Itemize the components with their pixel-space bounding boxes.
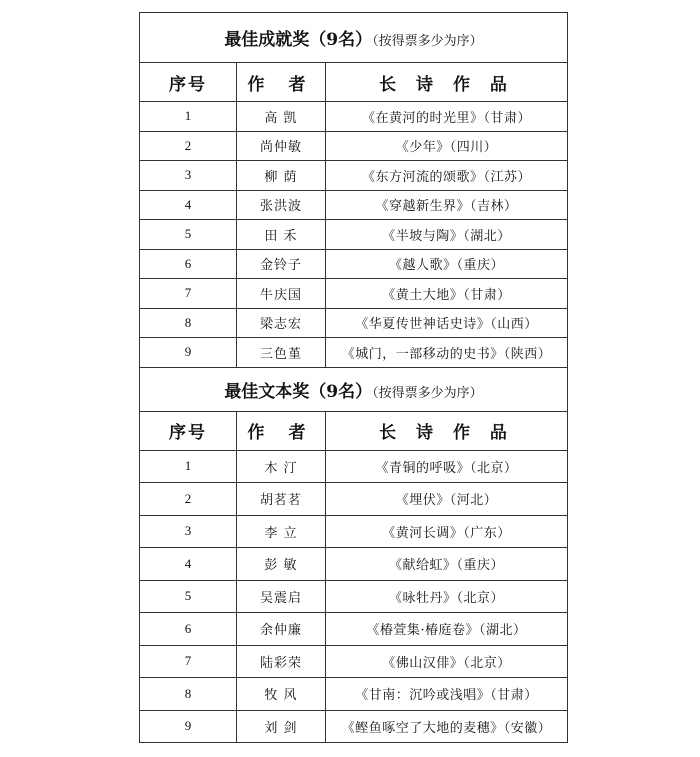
row-num: 1 [140,102,237,132]
row-author: 三色堇 [237,338,326,368]
section-title-note: （按得票多少为序） [372,34,483,49]
section-title-main: 最佳文本奖（9名） [224,381,373,402]
table-row [140,249,568,279]
row-author: 余仲廉 [237,613,326,646]
section-title [140,13,568,63]
section-title-note: （按得票多少为序） [372,385,483,401]
row-author: 牧 风 [237,678,326,711]
row-author: 陆彩荣 [237,645,326,678]
table-row [140,515,568,548]
row-author: 金铃子 [237,249,326,279]
row-work: 《黄河长调》（广东） [326,515,568,548]
header-row [140,63,568,102]
award-table-body [140,13,568,743]
table-row [140,678,568,711]
row-num: 4 [140,190,237,220]
row-work: 《鲣鱼啄空了大地的麦穗》（安徽） [326,710,568,743]
table-row [140,645,568,678]
header-author: 作 者 [237,63,326,102]
row-author: 张洪波 [237,190,326,220]
section-title [140,367,568,411]
row-author: 田 禾 [237,220,326,250]
row-author: 李 立 [237,515,326,548]
header-row [140,411,568,450]
section-title-row [140,367,568,411]
row-work: 《半坡与陶》（湖北） [326,220,568,250]
row-num: 3 [140,161,237,191]
table-row [140,102,568,132]
table-row [140,710,568,743]
row-num: 9 [140,338,237,368]
row-num: 7 [140,279,237,309]
row-author: 尚仲敏 [237,131,326,161]
table-row [140,483,568,516]
row-work: 《献给虹》（重庆） [326,548,568,581]
row-work: 《青铜的呼吸》（北京） [326,450,568,483]
row-num: 6 [140,249,237,279]
row-author: 木 汀 [237,450,326,483]
row-work: 《穿越新生界》（吉林） [326,190,568,220]
row-num: 2 [140,483,237,516]
row-work: 《城门，一部移动的史书》（陕西） [326,338,568,368]
row-work: 《越人歌》（重庆） [326,249,568,279]
table-row [140,220,568,250]
award-table [139,12,568,743]
table-row [140,450,568,483]
row-num: 8 [140,678,237,711]
row-num: 3 [140,515,237,548]
row-work: 《在黄河的时光里》（甘肃） [326,102,568,132]
header-work: 长 诗 作 品 [326,411,568,450]
row-num: 4 [140,548,237,581]
row-num: 6 [140,613,237,646]
row-work: 《少年》（四川） [326,131,568,161]
row-num: 5 [140,580,237,613]
row-num: 1 [140,450,237,483]
header-author: 作 者 [237,411,326,450]
table-row [140,580,568,613]
table-row [140,338,568,368]
table-row [140,613,568,646]
section-title-main: 最佳成就奖（9名） [224,30,373,50]
row-work: 《佛山汉俳》（北京） [326,645,568,678]
row-author: 梁志宏 [237,308,326,338]
table-row [140,161,568,191]
header-num: 序号 [140,63,237,102]
row-author: 吴震启 [237,580,326,613]
row-author: 彭 敏 [237,548,326,581]
table-row [140,131,568,161]
section-title-row [140,13,568,63]
table-row [140,190,568,220]
row-num: 2 [140,131,237,161]
row-num: 8 [140,308,237,338]
row-num: 7 [140,645,237,678]
header-work: 长 诗 作 品 [326,63,568,102]
row-work: 《椿萱集·椿庭卷》（湖北） [326,613,568,646]
table-row [140,548,568,581]
row-author: 牛庆国 [237,279,326,309]
row-num: 5 [140,220,237,250]
row-author: 高 凯 [237,102,326,132]
table-row [140,279,568,309]
row-work: 《埋伏》（河北） [326,483,568,516]
row-author: 胡茗茗 [237,483,326,516]
row-author: 刘 剑 [237,710,326,743]
row-work: 《甘南：沉吟或浅唱》（甘肃） [326,678,568,711]
table-row [140,308,568,338]
row-num: 9 [140,710,237,743]
header-num: 序号 [140,411,237,450]
row-work: 《华夏传世神话史诗》（山西） [326,308,568,338]
row-work: 《咏牡丹》（北京） [326,580,568,613]
row-work: 《东方河流的颂歌》（江苏） [326,161,568,191]
row-work: 《黄土大地》（甘肃） [326,279,568,309]
row-author: 柳 荫 [237,161,326,191]
